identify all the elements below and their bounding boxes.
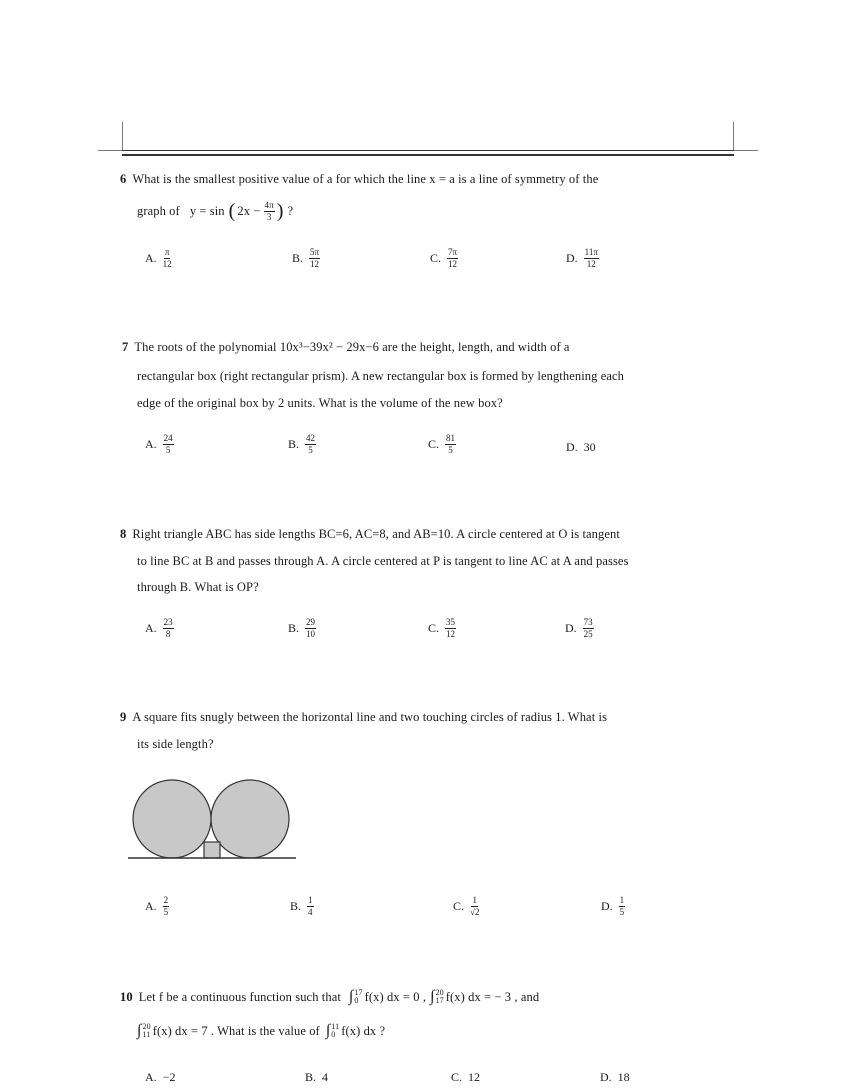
integral-4: ∫ 11 0 f(x) dx ?: [325, 1022, 386, 1039]
option-b[interactable]: B. $\frac{5\pi}{12}$: [292, 247, 320, 269]
question-6-line-1: 6 What is the smallest positive value of a for which the line x = a is a line of symmetry of the: [120, 172, 599, 186]
option-a[interactable]: A. $\frac{\pi}{12}$: [145, 247, 172, 269]
option-a[interactable]: A. $\frac{24}{5}$: [145, 433, 173, 455]
option-c[interactable]: C. 12: [451, 1070, 481, 1084]
question-9-line-2: its side length?: [137, 737, 214, 751]
question-7-line-1: 7 The roots of the polynomial 10x³−39x² − 29x−6 are the height, length, and width of a: [122, 340, 570, 354]
option-b[interactable]: B. $\frac{42}{5}$: [288, 433, 316, 455]
option-a[interactable]: A. −2: [145, 1070, 176, 1084]
integral-2: ∫ 20 17 f(x) dx = − 3 , and: [430, 988, 540, 1005]
option-d[interactable]: D. 18: [600, 1070, 630, 1084]
option-a[interactable]: A. $\frac{2}{5}$: [145, 895, 169, 917]
question-7-line-3: edge of the original box by 2 units. What is the volume of the new box?: [137, 396, 503, 410]
option-d[interactable]: D. $\frac{73}{25}$: [565, 617, 593, 639]
question-number: 7: [122, 340, 129, 354]
option-c[interactable]: C. $\frac{1}{√2}$: [453, 895, 480, 917]
question-6-line-2: graph of y = sin ( 2x − $\frac{4\pi}{3}$ ) ?: [137, 200, 294, 222]
option-d[interactable]: D. $\frac{1}{5}$: [601, 895, 625, 917]
header-corner-left: [98, 122, 123, 151]
option-b[interactable]: B. 4: [305, 1070, 329, 1084]
question-9-line-1: 9 A square fits snugly between the horizontal line and two touching circles of radius 1. What is: [120, 710, 608, 724]
option-c[interactable]: C. $\frac{7\pi}{12}$: [430, 247, 458, 269]
question-10-line-2: [137, 1022, 385, 1040]
question-number: 9: [120, 710, 127, 724]
question-number: 6: [120, 172, 127, 186]
option-d[interactable]: D. 30: [566, 440, 596, 454]
question-8-line-1: 8 Right triangle ABC has side lengths BC=6, AC=8, and AB=10. A circle centered at O is tangent: [120, 527, 620, 541]
option-d[interactable]: D. $\frac{11\pi}{12}$: [566, 247, 598, 269]
question-8-line-2: to line BC at B and passes through A. A circle centered at P is tangent to line AC at A and passes: [137, 554, 629, 568]
option-c[interactable]: C. $\frac{35}{12}$: [428, 617, 456, 639]
header-rule-thin: [122, 150, 734, 151]
option-b[interactable]: B. $\frac{1}{4}$: [290, 895, 313, 917]
right-circle: [211, 780, 289, 858]
question-8-line-3: through B. What is OP?: [137, 580, 259, 594]
integral-3: ∫ 20 11 f(x) dx = 7 . What is the value of: [137, 1022, 320, 1039]
option-b[interactable]: B. $\frac{29}{10}$: [288, 617, 316, 639]
equation: y = sin ( 2x − $\frac{4\pi}{3}$ ) ?: [189, 200, 294, 222]
question-number: 8: [120, 527, 127, 541]
integral-1: ∫ 17 0 f(x) dx = 0 ,: [348, 988, 427, 1005]
header-corner-right: [733, 122, 758, 151]
square: [204, 842, 220, 858]
option-c[interactable]: C. $\frac{81}{5}$: [428, 433, 456, 455]
question-7-line-2: rectangular box (right rectangular prism). A new rectangular box is formed by lengthening each: [137, 369, 625, 383]
question-10-line-1: 10 Let f be a continuous function such that ∫ 17 0 f(x) dx = 0 , ∫ 20 17 f(x) dx = − 3 , and: [120, 988, 540, 1005]
question-number: 10: [120, 989, 133, 1004]
circles-square-figure: [128, 775, 296, 867]
header-rule-thick: [122, 154, 734, 156]
left-circle: [133, 780, 211, 858]
option-a[interactable]: A. $\frac{23}{8}$: [145, 617, 173, 639]
